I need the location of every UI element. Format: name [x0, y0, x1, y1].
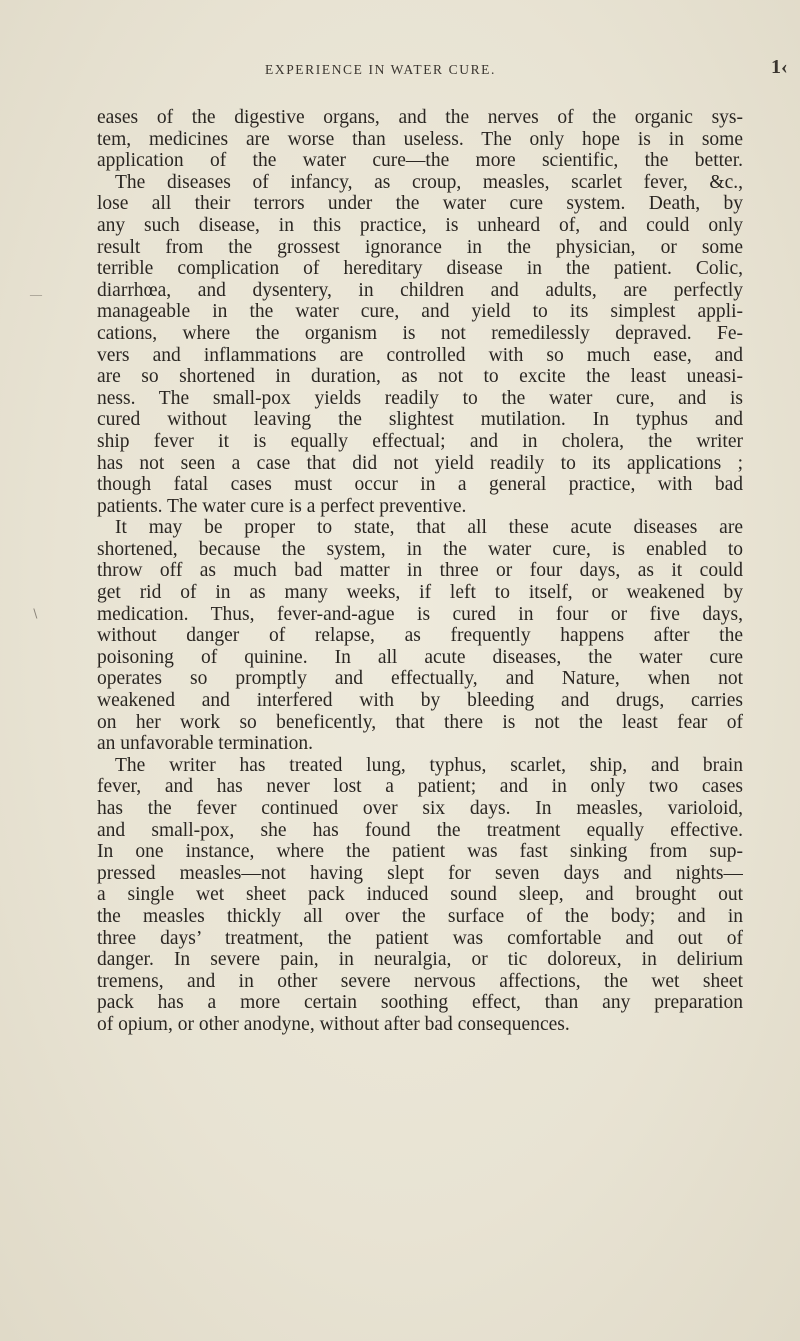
- text-line: operates so promptly and effectually, and Nature, when not: [97, 668, 743, 690]
- body-text: [97, 107, 743, 1036]
- text-line: It may be proper to state, that all these acute diseases are: [115, 517, 743, 539]
- text-line: application of the water cure—the more scientific, the better.: [97, 150, 743, 172]
- text-line: weakened and interfered with by bleeding and drugs, carries: [97, 690, 743, 712]
- running-head: EXPERIENCE IN WATER CURE.: [265, 62, 496, 77]
- text-line: tem, medicines are worse than useless. The only hope is in some: [97, 128, 743, 150]
- margin-mark: ―: [30, 287, 42, 301]
- text-line: on her work so beneficently, that there is not the least fear of: [97, 711, 743, 733]
- text-line: of opium, or other anodyne, without after bad consequences.: [97, 1013, 570, 1035]
- text-line: diarrhœa, and dysentery, in children and adults, are perfectly: [97, 279, 743, 301]
- text-line: has not seen a case that did not yield readily to its applications ;: [97, 452, 743, 474]
- text-line: has the fever continued over six days. In measles, varioloid,: [97, 798, 743, 819]
- text-line: In one instance, where the patient was fast sinking from sup-: [97, 841, 743, 863]
- text-line: ness. The small-pox yields readily to the water cure, and is: [97, 387, 743, 409]
- text-line: and small-pox, she has found the treatment equally effective.: [97, 819, 743, 841]
- text-line: get rid of in as many weeks, if left to itself, or weakened by: [97, 582, 743, 604]
- text-line: fever, and has never lost a patient; and in only two cases: [97, 776, 743, 798]
- text-line: danger. In severe pain, in neuralgia, or tic doloreux, in delirium: [97, 949, 743, 971]
- text-line: eases of the digestive organs, and the nerves of the organic sys-: [97, 107, 743, 128]
- text-line: cations, where the organism is not remedilessly depraved. Fe-: [97, 322, 743, 344]
- text-line: The diseases of infancy, as croup, measles, scarlet fever, &c.,: [115, 171, 743, 193]
- text-line: patients. The water cure is a perfect preventive.: [97, 495, 467, 517]
- text-line: shortened, because the system, in the water cure, is enabled to: [97, 538, 743, 560]
- text-line: ship fever it is equally effectual; and in cholera, the writer: [97, 430, 743, 452]
- text-line: a single wet sheet pack induced sound sleep, and brought out: [97, 884, 743, 906]
- page-number: 1‹: [771, 56, 788, 78]
- text-line: the measles thickly all over the surface of the body; and in: [97, 905, 743, 927]
- text-line: pack has a more certain soothing effect, than any preparation: [97, 992, 743, 1014]
- text-line: three days’ treatment, the patient was comfortable and out of: [97, 927, 743, 949]
- text-line: though fatal cases must occur in a general practice, with bad: [97, 474, 743, 496]
- text-line: without danger of relapse, as frequently happens after the: [97, 625, 743, 647]
- text-line: any such disease, in this practice, is unheard of, and could only: [97, 214, 743, 236]
- text-line: The writer has treated lung, typhus, scarlet, ship, and brain: [115, 754, 743, 776]
- text-line: terrible complication of hereditary disease in the patient. Colic,: [97, 258, 743, 280]
- text-line: manageable in the water cure, and yield to its simplest appli-: [97, 301, 743, 323]
- text-line: throw off as much bad matter in three or four days, as it could: [97, 560, 743, 582]
- text-line: vers and inflammations are controlled with so much ease, and: [97, 344, 743, 366]
- text-line: tremens, and in other severe nervous affections, the wet sheet: [97, 970, 743, 992]
- text-line: pressed measles—not having slept for seven days and nights—: [97, 862, 743, 884]
- text-line: result from the grossest ignorance in the physician, or some: [97, 236, 743, 258]
- text-line: lose all their terrors under the water cure system. Death, by: [97, 193, 743, 215]
- margin-mark: ∖: [31, 607, 39, 621]
- text-line: poisoning of quinine. In all acute diseases, the water cure: [97, 646, 743, 668]
- text-line: medication. Thus, fever-and-ague is cured in four or five days,: [97, 603, 743, 625]
- text-line: cured without leaving the slightest mutilation. In typhus and: [97, 409, 743, 431]
- text-line: an unfavorable termination.: [97, 733, 314, 755]
- text-line: are so shortened in duration, as not to excite the least uneasi-: [97, 366, 743, 388]
